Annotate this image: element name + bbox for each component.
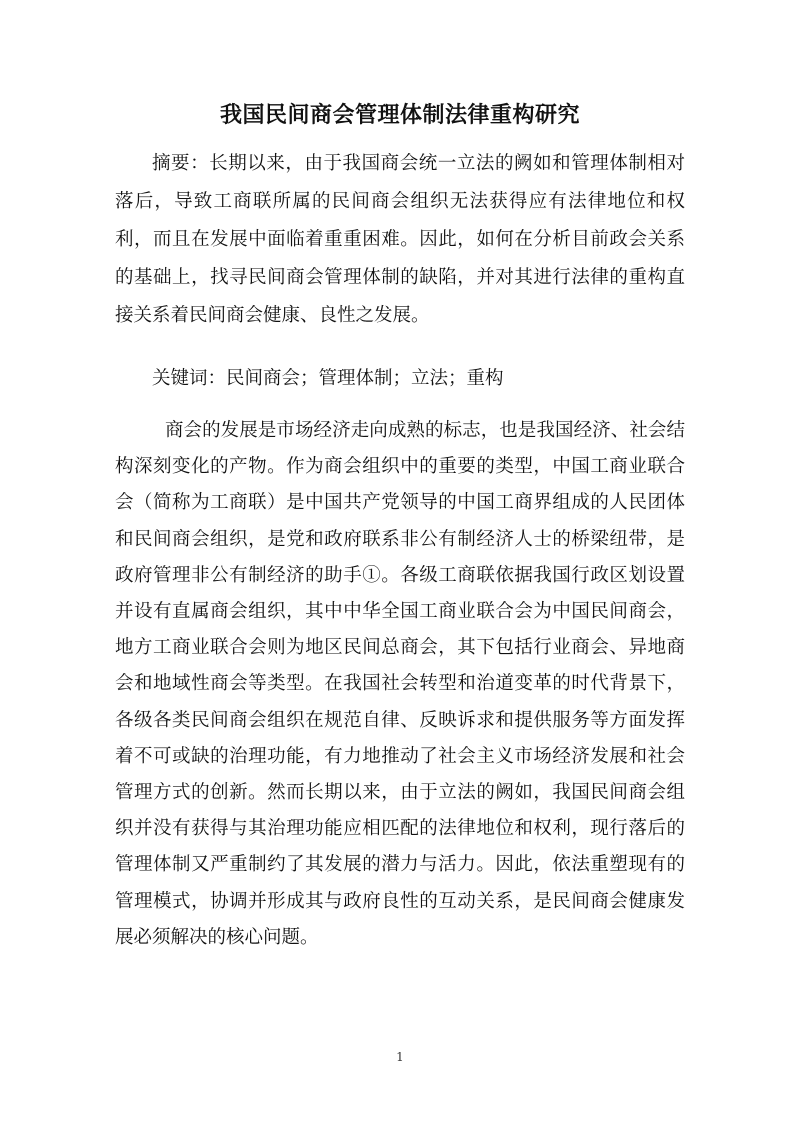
abstract-paragraph: 摘要：长期以来，由于我国商会统一立法的阙如和管理体制相对落后，导致工商联所属的民间商会组织无法获得应有法律地位和权利，而且在发展中面临着重重困难。因此，如何在分析目前政会关系的基础上，找寻民间商会管理体制的缺陷，并对其进行法律的重构直接关系着民间商会健康、良性之发展。 (115, 153, 685, 326)
body-paragraph: 商会的发展是市场经济走向成熟的标志，也是我国经济、社会结构深刻变化的产物。作为商会组织中的重要的类型，中国工商业联合会（简称为工商联）是中国共产党领导的中国工商界组成的人民团体和民间商会组织，是党和政府联系非公有制经济人士的桥梁纽带，是政府管理非公有制经济的助手①。各级工商联依据我国行政区划设置并设有直属商会组织，其中中华全国工商业联合会为中国民间商会，地方工商业联合会则为地区民间总商会，其下包括行业商会、异地商会和地域性商会等类型。在我国社会转型和治道变革的时代背景下，各级各类民间商会组织在规范自律、反映诉求和提供服务等方面发挥着不可或缺的治理功能，有力地推动了社会主义市场经济发展和社会管理方式的创新。然而长期以来，由于立法的阙如，我国民间商会组织并没有获得与其治理功能应相匹配的法律地位和权利，现行落后的管理体制又严重制约了其发展的潜力与活力。因此，依法重塑现有的管理模式，协调并形成其与政府良性的互动关系，是民间商会健康发展必须解决的核心问题。 (115, 420, 685, 948)
document-title: 我国民间商会管理体制法律重构研究 (219, 103, 580, 128)
keywords-line: 关键词：民间商会；管理体制；立法；重构 (152, 368, 504, 389)
page-number: 1 (396, 1050, 404, 1064)
